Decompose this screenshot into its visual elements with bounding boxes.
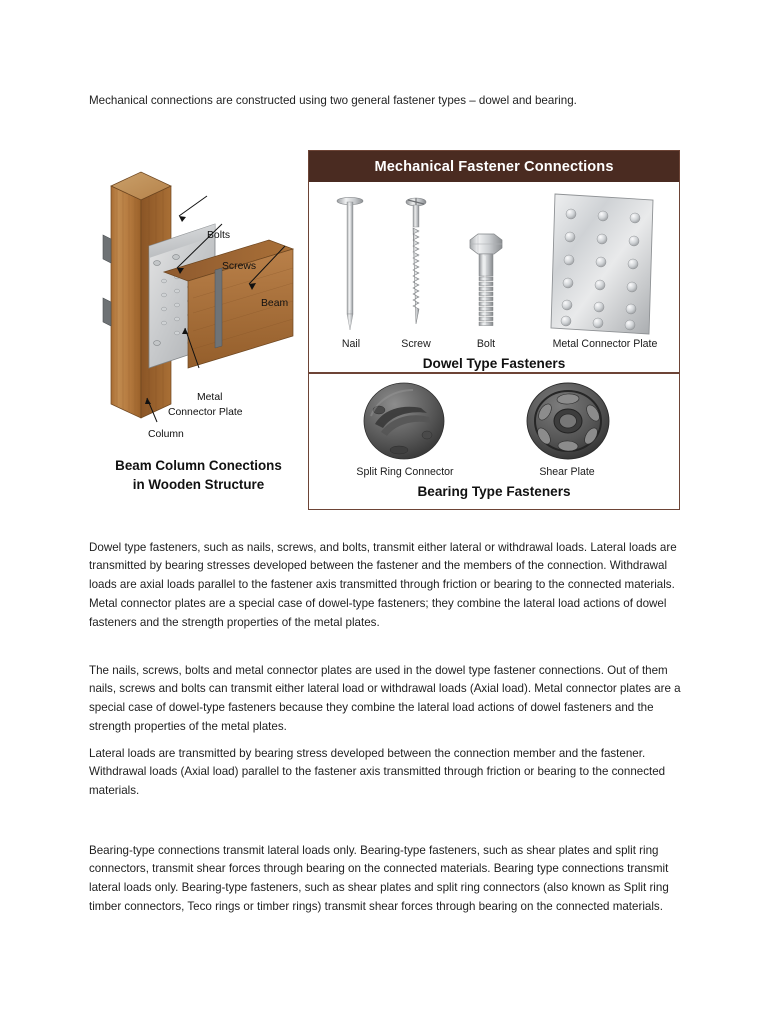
beam-column-caption-line1: Beam Column Conections xyxy=(115,458,282,473)
bearing-type-section xyxy=(309,374,679,509)
bolt-icon xyxy=(464,230,508,334)
nail-icon xyxy=(333,194,367,334)
paragraph-dowel-type-fasteners: Dowel type fasteners, such as nails, screws, and bolts, transmit either lateral or withdrawal loads. Lateral loads are transmitted by bearing stresses developed between the fastener and the members of the connection. Withdrawal loads are axial loads parallel to the fastener axis transmitted through friction or bearing to the connected materials. Metal connector plates are a special case of dowel-type fasteners; they combine the lateral load actions of dowel fasteners and the strength properties of the metal plates. xyxy=(89,540,677,629)
label-screws: Screws xyxy=(222,261,257,272)
metal-connector-plate-icon xyxy=(549,190,661,338)
shear-plate-icon xyxy=(521,380,615,462)
screw-icon xyxy=(399,194,433,334)
fastener-label-metal-connector-plate: Metal Connector Plate xyxy=(552,338,658,350)
fastener-label-shear-plate: Shear Plate xyxy=(539,466,595,478)
intro-paragraph: Mechanical connections are constructed using two general fastener types – dowel and bearing. xyxy=(89,94,577,107)
fastener-label-nail: Nail xyxy=(341,338,361,350)
paragraph-nails-screws-bolts: The nails, screws, bolts and metal connector plates are used in the dowel type fastener connections. Out of them nails, screws and bolts can transmit either lateral load or withdrawal loads (Axial load). Metal connector plates are a special case of dowel-type fasteners because they combine the lateral load actions of dowel fasteners and the strength properties of the metal plates. xyxy=(89,663,681,733)
fastener-label-bolt: Bolt xyxy=(476,338,496,350)
dowel-type-fasteners-title: Dowel Type Fasteners xyxy=(422,356,566,371)
label-bolts: Bolts xyxy=(207,230,231,241)
label-metal-connector-plate-line2: Connector Plate xyxy=(168,407,243,418)
label-metal-connector-plate-line1: Metal xyxy=(197,392,223,403)
figure-mechanical-fastener-connections xyxy=(89,150,680,510)
dowel-type-section xyxy=(309,182,679,372)
fastener-label-split-ring-connector: Split Ring Connector xyxy=(356,466,454,478)
label-column: Column xyxy=(148,429,184,440)
fastener-types-panel xyxy=(308,150,680,510)
bearing-type-fasteners-title: Bearing Type Fasteners xyxy=(417,484,571,499)
paragraph-lateral-loads: Lateral loads are transmitted by bearing stress developed between the connection member and the fastener. Withdrawal loads (Axial load) parallel to the fastener axis transmitted through friction or bearing to the connected materials. xyxy=(89,746,666,798)
label-beam: Beam xyxy=(261,298,289,309)
beam-column-caption xyxy=(89,457,308,494)
split-ring-connector-icon xyxy=(357,380,451,462)
paragraph-bearing-type-connections: Bearing-type connections transmit lateral loads only. Bearing-type fasteners, such as shear plates and split ring connectors, transmit shear forces through bearing on the connected materials. Bearing type connections transmit lateral loads only. Bearing-type fasteners, such as shear plates and split ring connectors (also known as Split ring timber connectors, Teco rings or timber rings) transmit shear forces through bearing on the connected materials. xyxy=(89,843,669,913)
fastener-label-screw: Screw xyxy=(401,338,431,350)
panel-header-title: Mechanical Fastener Connections xyxy=(309,151,679,182)
beam-column-caption-line2: in Wooden Structure xyxy=(132,476,265,492)
beam-column-illustration-panel xyxy=(89,150,308,510)
